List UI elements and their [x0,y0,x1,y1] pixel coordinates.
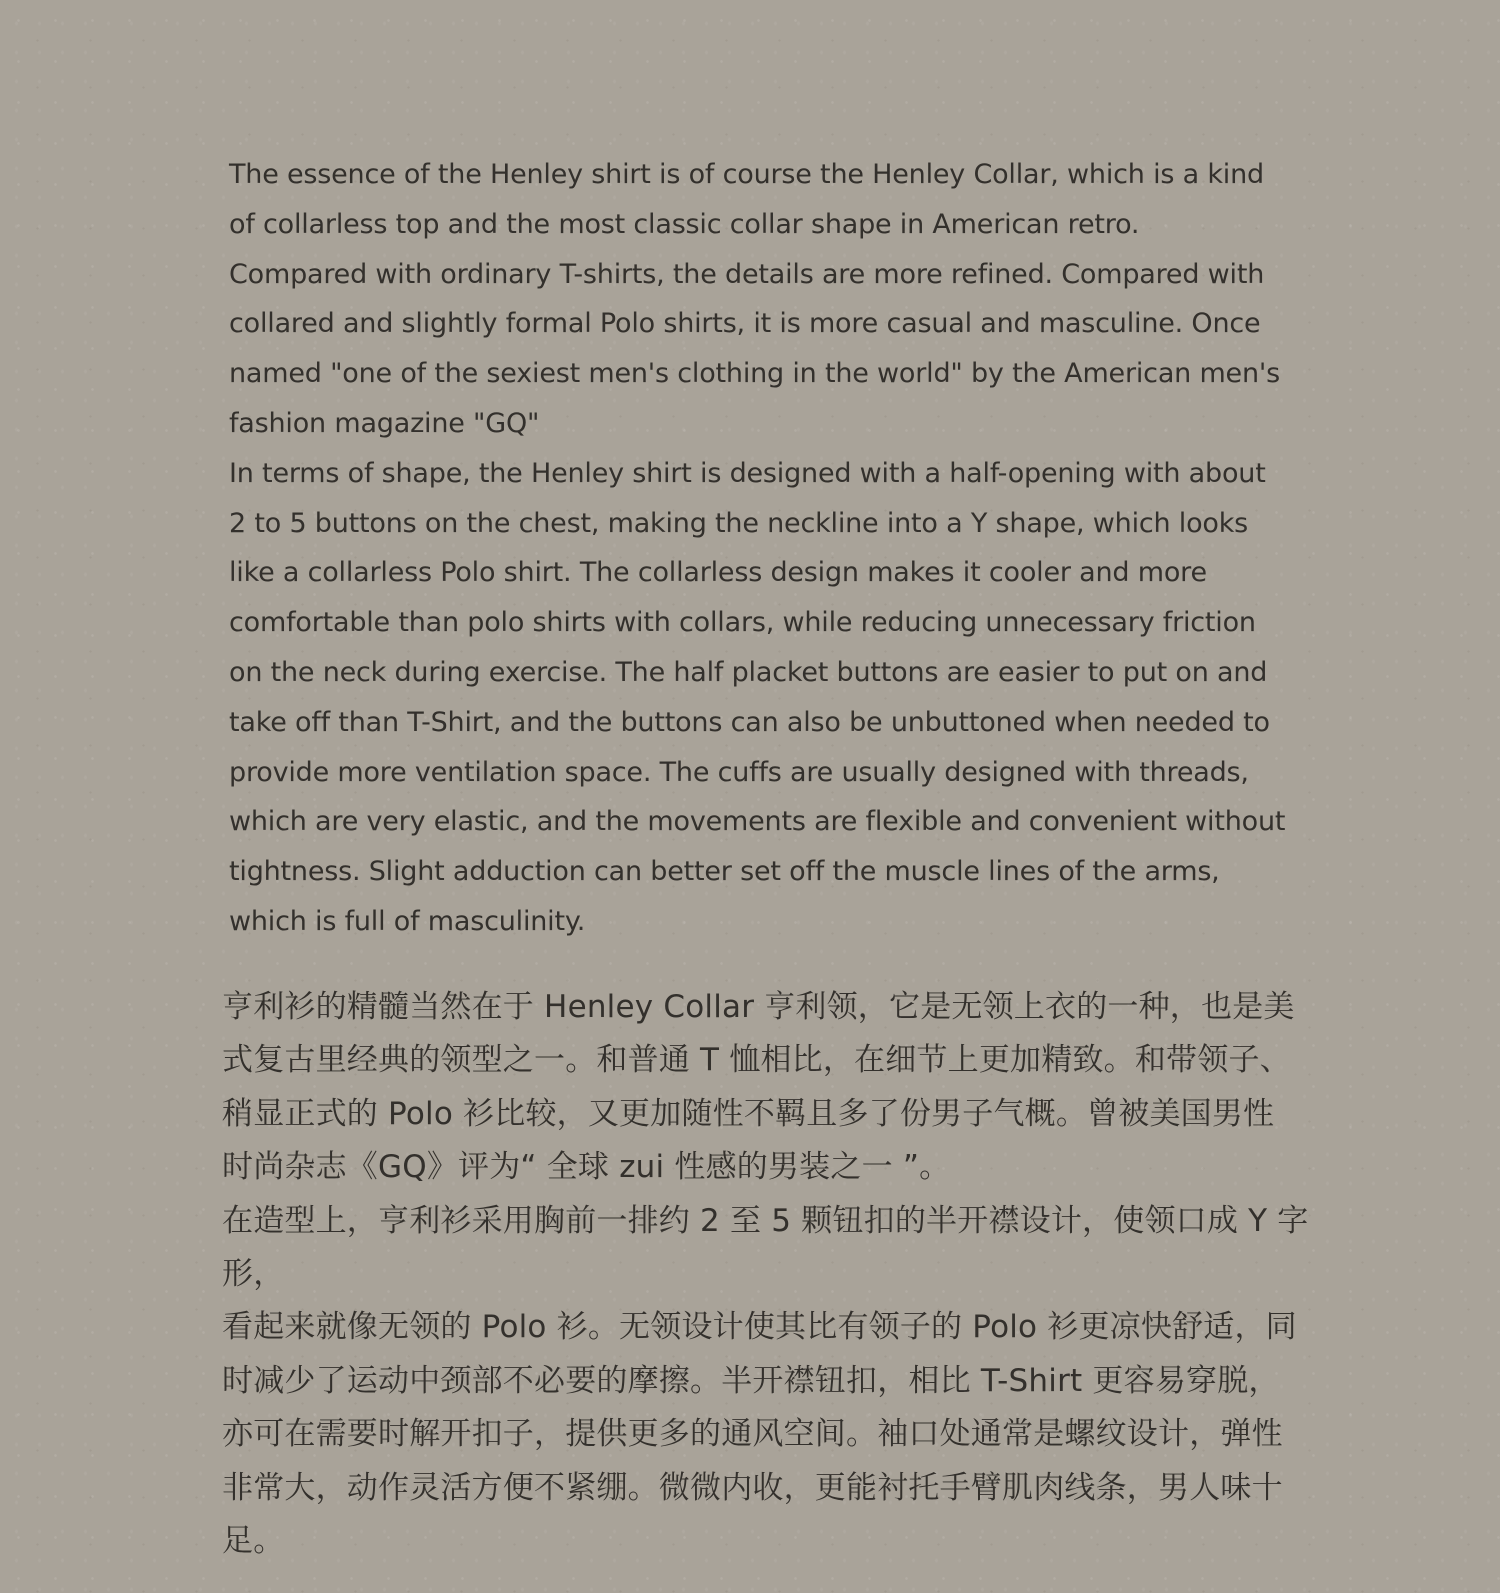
chinese-paragraph-1: 亨利衫的精髓当然在于 Henley Collar 亨利领，它是无领上衣的一种，也是美 式复古里经典的领型之一。和普通 T 恤相比，在细节上更加精致。和带领子、 稍显正式的 Polo 衫比较，又更加随性不羁且多了份男子气概。曾被美国男性 时尚杂志《GQ》评为“ 全球 zui 性感的男装之一 ”。 [222,989,1295,1186]
english-paragraph-2: Compared with ordinary T-shirts, the details are more refined. Compared with collared and slightly formal Polo shirts, it is more casual and masculine. Once named "one of the sexiest men's clothing in the world" by the American men's fashion magazine "GQ" [229,258,1280,439]
english-paragraph-1: The essence of the Henley shirt is of course the Henley Collar, which is a kind of collarless top and the most classic collar shape in American retro. [229,159,1264,240]
chinese-paragraph-2: 在造型上，亨利衫采用胸前一排约 2 至 5 颗钮扣的半开襟设计，使领口成 Y 字形， 看起来就像无领的 Polo 衫。无领设计使其比有领子的 Polo 衫更凉快舒适，同 时减少了运动中颈部不必要的摩擦。半开襟钮扣，相比 T-Shirt 更容易穿脱， 亦可在需要时解开扣子，提供更多的通风空间。袖口处通常是螺纹设计，弹性 非常大，动作灵活方便不紧绷。微微内收，更能衬托手臂肌肉线条，男人味十足。 [222,1202,1309,1560]
english-paragraph-3: In terms of shape, the Henley shirt is designed with a half-opening with about 2 to 5 buttons on the chest, making the neckline into a Y shape, which looks like a collarless Polo shirt. The collarless design makes it cooler and more comfortable than polo shirts with collars, while reducing unnecessary friction on the neck during exercise. The half placket buttons are easier to put on and take off than T-Shirt, and the buttons can also be unbuttoned when needed to provide more ventilation space. The cuffs are usually designed with threads, which are very elastic, and the movements are flexible and convenient without tightness. Slight adduction can better set off the muscle lines of the arms, which is full of masculinity. [229,457,1286,937]
chinese-text-block [222,981,1312,1568]
english-text-block [229,150,1309,947]
